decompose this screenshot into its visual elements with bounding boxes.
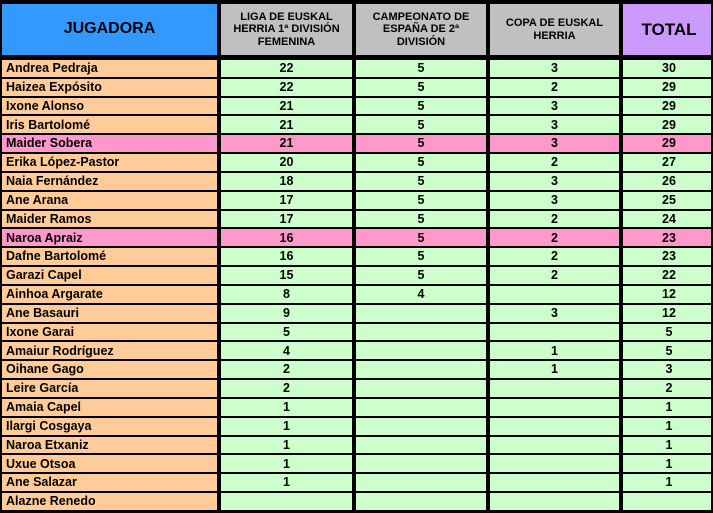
player-name-cell: Iris Bartolomé [2,115,219,134]
total-cell: 29 [621,134,713,153]
total-cell: 29 [621,115,713,134]
copa-cell [488,379,621,398]
total-cell: 2 [621,379,713,398]
campeonato-cell: 5 [354,153,488,172]
liga-cell: 17 [219,210,354,229]
liga-cell: 4 [219,341,354,360]
liga-cell: 22 [219,78,354,97]
player-name-cell: Dafne Bartolomé [2,247,219,266]
header-total: TOTAL [621,2,713,59]
campeonato-cell: 5 [354,228,488,247]
player-name-cell: Maider Sobera [2,134,219,153]
copa-cell: 2 [488,266,621,285]
total-cell: 5 [621,323,713,342]
copa-cell: 2 [488,78,621,97]
campeonato-cell [354,492,488,511]
player-name-cell: Alazne Renedo [2,492,219,511]
liga-cell: 5 [219,323,354,342]
campeonato-cell [354,398,488,417]
total-cell: 30 [621,59,713,78]
copa-cell: 3 [488,134,621,153]
copa-cell: 3 [488,304,621,323]
campeonato-cell: 5 [354,266,488,285]
campeonato-cell: 5 [354,247,488,266]
liga-cell: 16 [219,228,354,247]
player-name-cell: Ainhoa Argarate [2,285,219,304]
campeonato-cell: 5 [354,172,488,191]
total-cell: 5 [621,341,713,360]
player-name-cell: Ane Basauri [2,304,219,323]
player-name-cell: Amaiur Rodríguez [2,341,219,360]
total-cell: 1 [621,454,713,473]
total-cell: 12 [621,304,713,323]
campeonato-cell [354,379,488,398]
total-cell: 12 [621,285,713,304]
liga-cell: 18 [219,172,354,191]
player-name-cell: Ilargi Cosgaya [2,417,219,436]
total-cell: 1 [621,417,713,436]
liga-cell: 21 [219,134,354,153]
copa-cell: 2 [488,247,621,266]
player-name-cell: Erika López-Pastor [2,153,219,172]
liga-cell: 1 [219,454,354,473]
copa-cell [488,454,621,473]
header-copa: COPA DE EUSKAL HERRIA [488,2,621,59]
total-cell: 22 [621,266,713,285]
copa-cell: 1 [488,341,621,360]
total-cell: 23 [621,228,713,247]
copa-cell [488,436,621,455]
copa-cell: 3 [488,172,621,191]
campeonato-cell: 5 [354,191,488,210]
campeonato-cell [354,454,488,473]
player-name-cell: Ane Arana [2,191,219,210]
copa-cell: 3 [488,115,621,134]
copa-cell: 3 [488,191,621,210]
player-name-cell: Ixone Alonso [2,97,219,116]
campeonato-cell [354,304,488,323]
campeonato-cell: 5 [354,97,488,116]
total-cell: 29 [621,78,713,97]
player-name-cell: Maider Ramos [2,210,219,229]
campeonato-cell [354,473,488,492]
copa-cell [488,285,621,304]
total-cell: 24 [621,210,713,229]
liga-cell: 22 [219,59,354,78]
campeonato-cell [354,417,488,436]
total-cell: 1 [621,436,713,455]
copa-cell [488,323,621,342]
total-cell: 26 [621,172,713,191]
total-cell: 27 [621,153,713,172]
header-campeonato: CAMPEONATO DE ESPAÑA DE 2ª DIVISIÓN [354,2,488,59]
copa-cell [488,417,621,436]
player-name-cell: Oihane Gago [2,360,219,379]
copa-cell [488,492,621,511]
player-name-cell: Uxue Otsoa [2,454,219,473]
campeonato-cell [354,341,488,360]
copa-cell: 3 [488,59,621,78]
player-name-cell: Naia Fernández [2,172,219,191]
total-cell: 25 [621,191,713,210]
campeonato-cell: 4 [354,285,488,304]
liga-cell: 2 [219,360,354,379]
player-name-cell: Ane Salazar [2,473,219,492]
copa-cell: 2 [488,153,621,172]
copa-cell: 2 [488,210,621,229]
header-player: JUGADORA [2,2,219,59]
campeonato-cell [354,323,488,342]
player-name-cell: Naroa Etxaniz [2,436,219,455]
liga-cell: 15 [219,266,354,285]
campeonato-cell: 5 [354,115,488,134]
liga-cell: 1 [219,473,354,492]
liga-cell: 9 [219,304,354,323]
total-cell [621,492,713,511]
copa-cell: 3 [488,97,621,116]
header-liga: LIGA DE EUSKAL HERRIA 1ª DIVISIÓN FEMENINA [219,2,354,59]
total-cell: 3 [621,360,713,379]
liga-cell [219,492,354,511]
liga-cell: 1 [219,398,354,417]
player-name-cell: Ixone Garai [2,323,219,342]
total-cell: 1 [621,473,713,492]
copa-cell [488,473,621,492]
campeonato-cell: 5 [354,78,488,97]
copa-cell: 1 [488,360,621,379]
liga-cell: 1 [219,436,354,455]
total-cell: 23 [621,247,713,266]
liga-cell: 16 [219,247,354,266]
liga-cell: 21 [219,97,354,116]
liga-cell: 8 [219,285,354,304]
campeonato-cell: 5 [354,59,488,78]
copa-cell [488,398,621,417]
player-name-cell: Garazi Capel [2,266,219,285]
copa-cell: 2 [488,228,621,247]
campeonato-cell: 5 [354,210,488,229]
campeonato-cell [354,436,488,455]
total-cell: 29 [621,97,713,116]
liga-cell: 21 [219,115,354,134]
player-name-cell: Haizea Expósito [2,78,219,97]
player-name-cell: Naroa Apraiz [2,228,219,247]
liga-cell: 17 [219,191,354,210]
campeonato-cell: 5 [354,134,488,153]
liga-cell: 2 [219,379,354,398]
liga-cell: 20 [219,153,354,172]
total-cell: 1 [621,398,713,417]
liga-cell: 1 [219,417,354,436]
player-name-cell: Amaia Capel [2,398,219,417]
campeonato-cell [354,360,488,379]
player-name-cell: Leire García [2,379,219,398]
player-name-cell: Andrea Pedraja [2,59,219,78]
